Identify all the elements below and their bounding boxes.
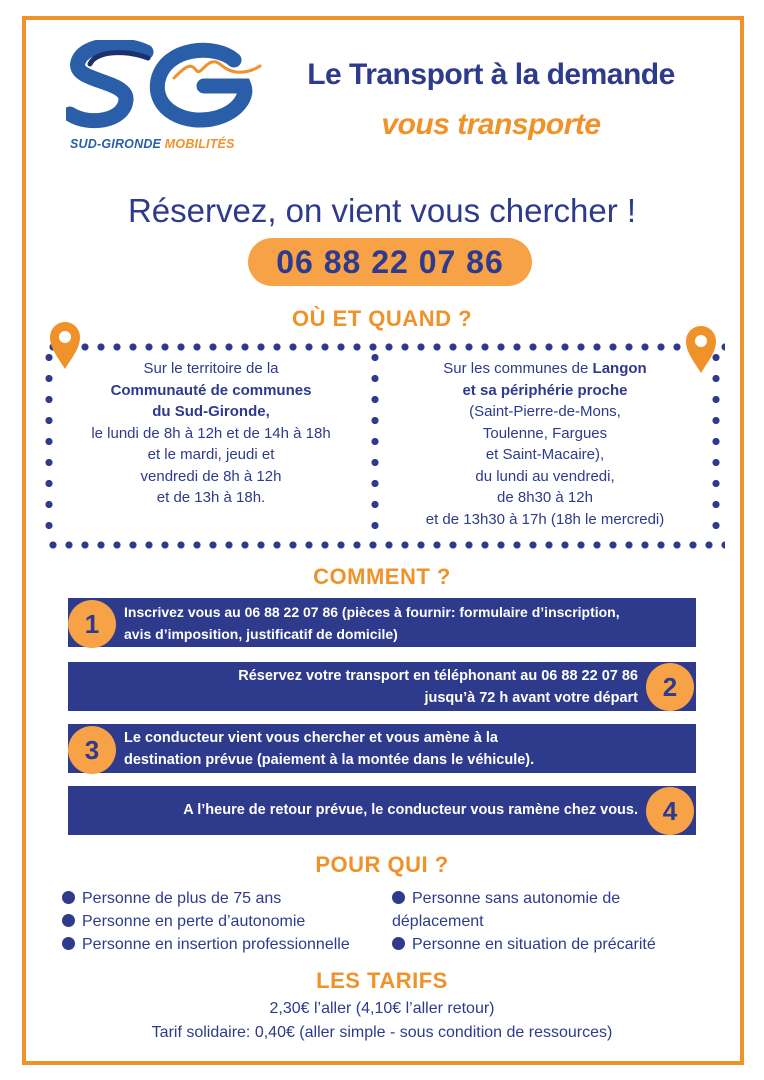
text-line: le lundi de 8h à 12h et de 14h à 18h	[91, 424, 331, 442]
bullet-icon	[62, 891, 75, 904]
list-item: Personne de plus de 75 ans	[62, 888, 281, 910]
list-item: Personne sans autonomie de	[392, 888, 620, 910]
step-1-text: Inscrivez vous au 06 88 22 07 86 (pièces à fournir: formulaire d’inscription, avis d’imposition, justificatif de domicile)	[124, 604, 620, 642]
where-when-title: OÙ ET QUAND ?	[291, 306, 473, 331]
bullet-icon	[62, 914, 75, 927]
step-number-badge: 1	[68, 600, 116, 648]
text-line: Sur les communes de Langon	[443, 360, 647, 377]
text-line: et de 13h à 18h.	[156, 489, 266, 506]
list-item: Personne en situation de précarité	[392, 934, 656, 956]
tarif-standard: 2,30€ l’aller (4,10€ l’aller retour)	[269, 1000, 495, 1017]
who-title: POUR QUI ?	[315, 852, 449, 877]
text-line: Communauté de communes	[110, 381, 312, 399]
phone-number-badge[interactable]: 06 88 22 07 86	[248, 238, 532, 286]
logo-wordmark: SUD-GIRONDE MOBILITÉS	[70, 137, 235, 151]
dotted-divider	[371, 347, 379, 543]
step-number-badge: 2	[646, 663, 694, 711]
where-when-left-column	[56, 358, 366, 509]
text-line: et le mardi, jeudi et	[147, 446, 275, 463]
text-line: du Sud-Gironde,	[152, 403, 270, 420]
step-number-badge: 3	[68, 726, 116, 774]
tagline: Réservez, on vient vous chercher !	[127, 192, 637, 229]
list-item: Personne en perte d’autonomie	[62, 911, 305, 933]
bullet-icon	[62, 937, 75, 950]
step-4-bar	[68, 786, 696, 835]
list-item-continuation: déplacement	[392, 913, 484, 930]
text-line: (Saint-Pierre-de-Mons,	[469, 403, 621, 420]
text-line: du lundi au vendredi,	[475, 467, 615, 485]
how-title: COMMENT ?	[313, 564, 451, 589]
text-line: et de 13h30 à 17h (18h le mercredi)	[425, 510, 665, 528]
dotted-border-top	[45, 343, 725, 351]
step-number-badge: 4	[646, 787, 694, 835]
list-item: Personne en insertion professionnelle	[62, 934, 350, 956]
dotted-border-bottom	[45, 541, 725, 549]
bullet-icon	[392, 891, 405, 904]
step-3-text: Le conducteur vient vous chercher et vous amène à la destination prévue (paiement à la montée dans le véhicule).	[124, 730, 535, 768]
step-2-bar	[68, 662, 696, 711]
step-3-bar	[68, 724, 696, 773]
dotted-border-right	[712, 347, 720, 543]
sud-gironde-mobilites-logo	[66, 40, 262, 156]
text-line: vendredi de 8h à 12h	[140, 467, 282, 485]
step-2-text: Réservez votre transport en téléphonant au 06 88 22 07 86 jusqu’à 72 h avant votre départ	[238, 668, 638, 706]
text-line: de 8h30 à 12h	[497, 489, 593, 506]
step-1-bar	[68, 598, 696, 647]
text-line: Toulenne, Fargues	[482, 424, 608, 442]
where-when-right-column	[382, 358, 708, 530]
dotted-border-left	[45, 347, 53, 543]
step-4-text: A l’heure de retour prévue, le conducteur vous ramène chez vous.	[183, 802, 638, 818]
text-line: Sur le territoire de la	[143, 360, 279, 377]
headline-title: Le Transport à la demande	[307, 58, 675, 91]
text-line: et sa périphérie proche	[462, 381, 628, 399]
tarifs-title: LES TARIFS	[316, 968, 448, 993]
sg-logo-mark-icon	[66, 40, 262, 140]
bullet-icon	[392, 937, 405, 950]
tarif-solidaire: Tarif solidaire: 0,40€ (aller simple - sous condition de ressources)	[151, 1024, 613, 1041]
headline-subtitle: vous transporte	[381, 108, 601, 141]
text-line: et Saint-Macaire),	[485, 446, 605, 463]
